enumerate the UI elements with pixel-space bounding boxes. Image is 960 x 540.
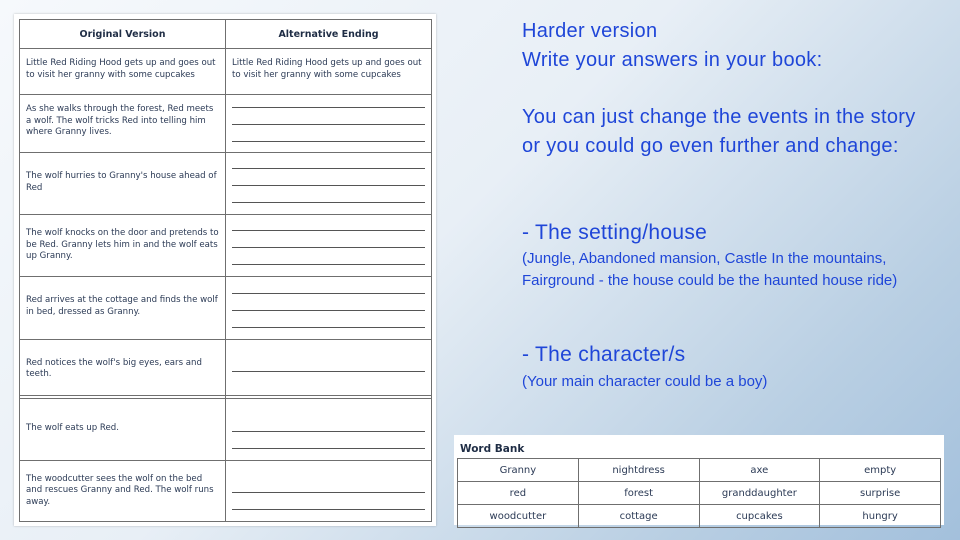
writing-line — [232, 230, 425, 231]
table-row — [20, 95, 432, 153]
writing-line — [232, 371, 425, 372]
original-cell: Red notices the wolf's big eyes, ears and teeth. — [20, 339, 226, 395]
table-row — [20, 398, 432, 460]
word-bank-title: Word Bank — [460, 443, 525, 455]
writing-line — [232, 107, 425, 108]
word-cell: empty — [820, 459, 941, 482]
word-bank-row — [458, 482, 941, 505]
word-cell: cottage — [578, 505, 699, 528]
header-alternative-ending: Alternative Ending — [226, 20, 432, 49]
word-cell: cupcakes — [699, 505, 820, 528]
writing-line — [232, 293, 425, 294]
original-cell: The wolf eats up Red. — [20, 398, 226, 460]
word-cell: Granny — [458, 459, 579, 482]
answer-cell[interactable] — [226, 398, 432, 460]
writing-line — [232, 448, 425, 449]
writing-line — [232, 185, 425, 186]
writing-line — [232, 327, 425, 328]
writing-line — [232, 492, 425, 493]
word-cell: surprise — [820, 482, 941, 505]
table-row — [20, 49, 432, 95]
writing-line — [232, 247, 425, 248]
word-cell: nightdress — [578, 459, 699, 482]
answer-cell[interactable] — [226, 95, 432, 153]
word-cell: axe — [699, 459, 820, 482]
word-bank-row — [458, 459, 941, 482]
word-cell: red — [458, 482, 579, 505]
original-cell: Red arrives at the cottage and finds the wolf in bed, dressed as Granny. — [20, 277, 226, 339]
character-example: (Your main character could be a boy) — [522, 373, 768, 390]
setting-bullet: - The setting/house — [522, 221, 708, 244]
writing-line — [232, 264, 425, 265]
answer-cell[interactable] — [226, 460, 432, 521]
word-cell: woodcutter — [458, 505, 579, 528]
writing-line — [232, 431, 425, 432]
writing-line — [232, 202, 425, 203]
table-header-row — [20, 20, 432, 49]
writing-line — [232, 141, 425, 142]
answer-cell[interactable] — [226, 153, 432, 215]
answer-cell[interactable] — [226, 339, 432, 395]
answer-cell[interactable] — [226, 215, 432, 277]
header-original-version: Original Version — [20, 20, 226, 49]
table-row — [20, 153, 432, 215]
table-row — [20, 339, 432, 395]
original-cell: Little Red Riding Hood gets up and goes out to visit her granny with some cupcakes — [20, 49, 226, 95]
word-cell: hungry — [820, 505, 941, 528]
writing-line — [232, 168, 425, 169]
word-bank — [454, 435, 944, 525]
answer-cell[interactable] — [226, 277, 432, 339]
story-comparison-table — [19, 19, 432, 522]
story-worksheet — [14, 14, 436, 526]
word-cell: forest — [578, 482, 699, 505]
writing-line — [232, 509, 425, 510]
harder-version-title: Harder version — [522, 20, 658, 42]
original-cell: The woodcutter sees the wolf on the bed and rescues Granny and Red. The wolf runs away. — [20, 460, 226, 521]
table-row — [20, 215, 432, 277]
instructions-heading — [522, 17, 942, 75]
writing-line — [232, 124, 425, 125]
table-row — [20, 277, 432, 339]
setting-examples: (Jungle, Abandoned mansion, Castle In the mountains, Fairground - the house could be the haunted house ride) — [522, 250, 898, 289]
original-cell: The wolf hurries to Granny's house ahead of Red — [20, 153, 226, 215]
original-cell: As she walks through the forest, Red meets a wolf. The wolf tricks Red into telling him where Granny lives. — [20, 95, 226, 153]
original-cell: The wolf knocks on the door and pretends to be Red. Granny lets him in and the wolf eats up Granny. — [20, 215, 226, 277]
write-answers-line: Write your answers in your book: — [522, 49, 823, 71]
word-bank-table — [457, 458, 941, 528]
word-cell: granddaughter — [699, 482, 820, 505]
alternative-cell: Little Red Riding Hood gets up and goes out to visit her granny with some cupcakes — [226, 49, 432, 95]
change-events-paragraph: You can just change the events in the story or you could go even further and change: — [522, 106, 916, 157]
character-bullet: - The character/s — [522, 343, 686, 366]
writing-line — [232, 310, 425, 311]
table-row — [20, 460, 432, 521]
word-bank-row — [458, 505, 941, 528]
